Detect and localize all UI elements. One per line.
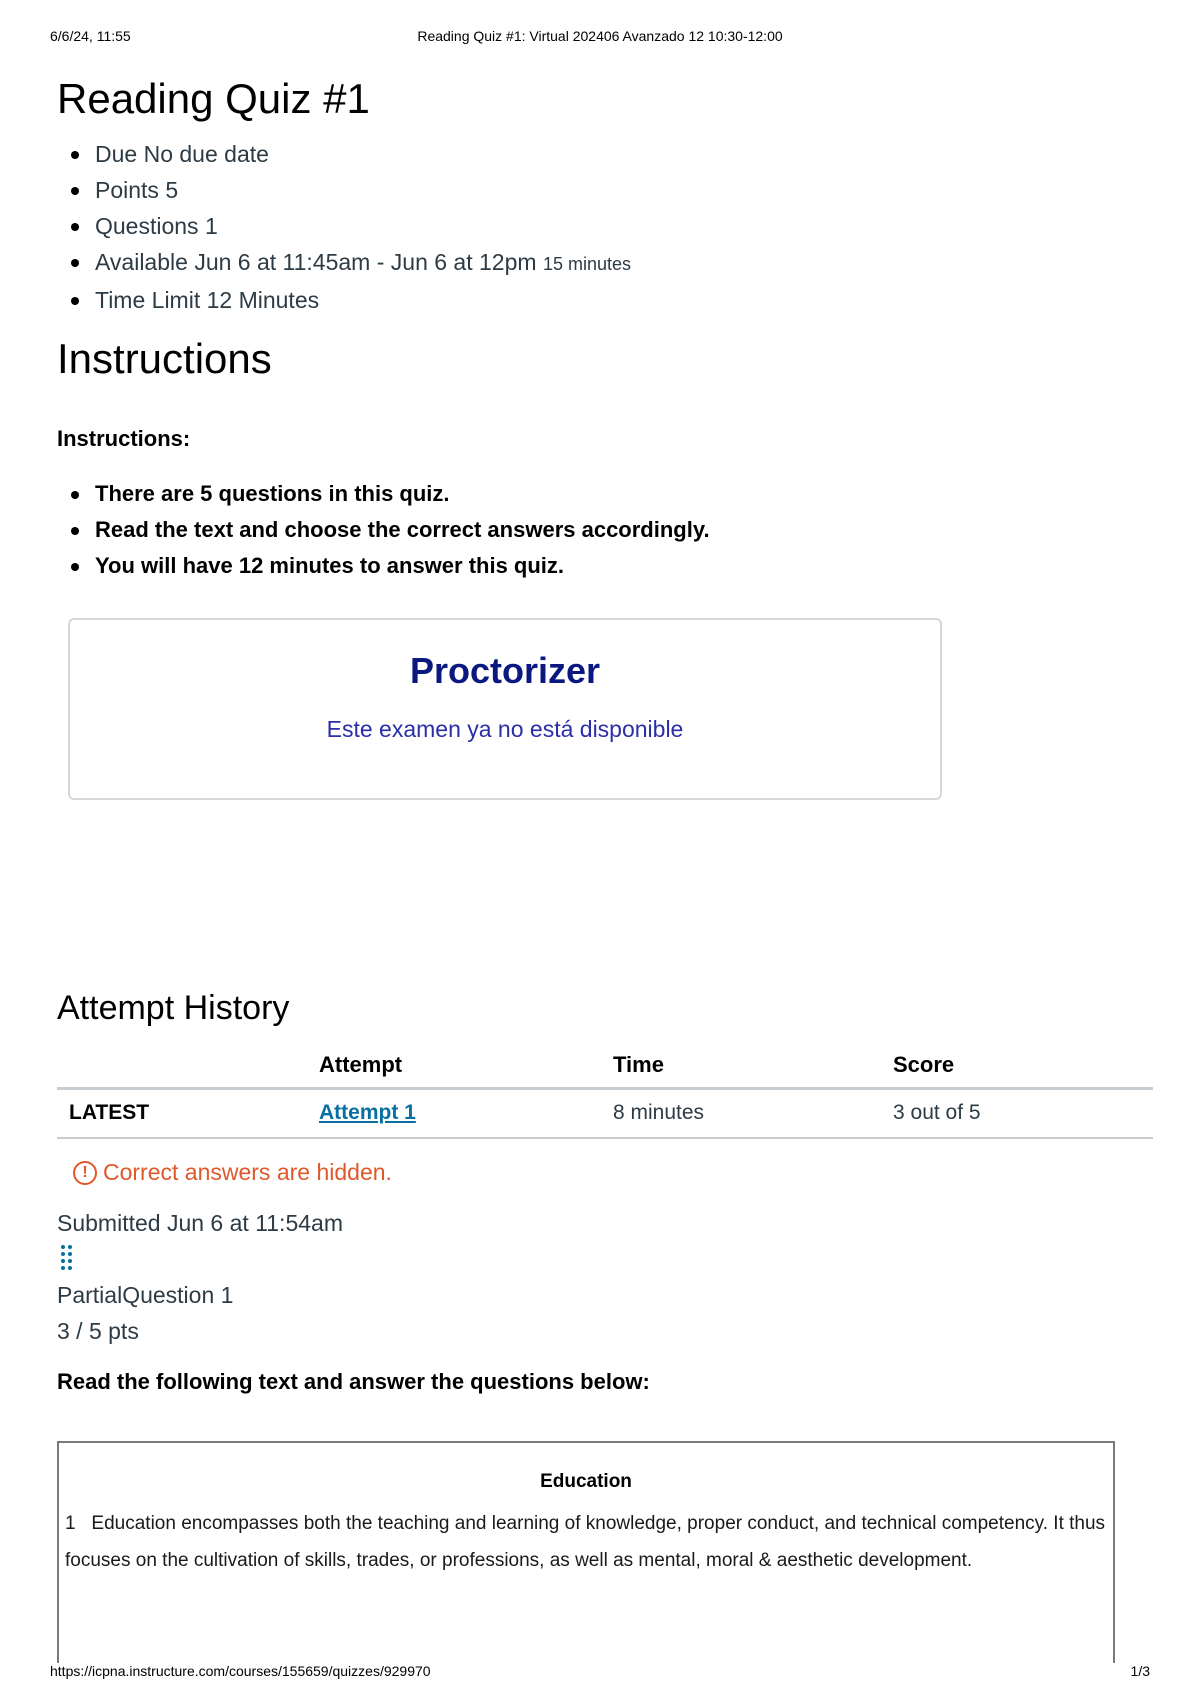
warning-icon: ! — [73, 1161, 97, 1185]
page-title: Reading Quiz #1 — [57, 75, 370, 122]
question-label: PartialQuestion 1 — [57, 1282, 234, 1308]
print-page-number: 1/3 — [1130, 1663, 1150, 1679]
correct-answers-hidden-notice — [73, 1159, 1157, 1186]
reading-passage — [57, 1441, 1115, 1663]
quiz-meta-list — [57, 136, 1157, 318]
quiz-content — [57, 70, 1157, 1397]
instructions-heading: Instructions — [57, 335, 272, 382]
print-title: Reading Quiz #1: Virtual 202406 Avanzado 12 10:30-12:00 — [417, 28, 783, 44]
submitted-timestamp: Submitted Jun 6 at 11:54am — [57, 1210, 343, 1236]
instruction-item: Read the text and choose the correct answers accordingly. — [69, 512, 1157, 548]
proctorizer-title: Proctorizer — [409, 650, 601, 691]
attempt-cell — [307, 1088, 601, 1138]
instruction-item: You will have 12 minutes to answer this quiz. — [69, 548, 1157, 584]
meta-due: Due No due date — [69, 136, 1157, 172]
paragraph-text: Education encompasses both the teaching and learning of knowledge, proper conduct, and technical competency. It thus focuses on the cultivation of skills, trades, or professions, as well as mental, moral & aesthetic development. — [65, 1513, 1106, 1571]
passage-paragraph — [63, 1505, 1109, 1579]
meta-points: Points 5 — [69, 172, 1157, 208]
available-duration: 15 minutes — [542, 254, 631, 274]
instructions-list — [57, 476, 1157, 584]
score-cell: 3 out of 5 — [881, 1088, 1153, 1138]
drag-handle-icon[interactable] — [57, 1242, 77, 1272]
instructions-label: Instructions: — [57, 426, 191, 451]
question-prompt: Read the following text and answer the questions below: — [57, 1369, 650, 1394]
proctorizer-panel — [68, 618, 942, 800]
notice-text: Correct answers are hidden. — [103, 1159, 392, 1185]
print-url: https://icpna.instructure.com/courses/155659/quizzes/929970 — [50, 1663, 431, 1679]
meta-time-limit: Time Limit 12 Minutes — [69, 282, 1157, 318]
paragraph-number: 1 — [65, 1513, 76, 1534]
meta-available: Available Jun 6 at 11:45am - Jun 6 at 12pm 15 minutes — [69, 244, 1157, 282]
column-header-score: Score — [881, 1048, 1153, 1088]
attempt-link[interactable]: Attempt 1 — [319, 1101, 416, 1125]
column-header-time: Time — [601, 1048, 881, 1088]
attempt-history-heading: Attempt History — [57, 989, 290, 1027]
column-header-blank — [57, 1048, 307, 1088]
print-footer — [50, 1663, 1150, 1683]
time-cell: 8 minutes — [601, 1088, 881, 1138]
print-datetime: 6/6/24, 11:55 — [50, 28, 131, 44]
latest-label: LATEST — [57, 1088, 307, 1138]
attempt-history-table — [57, 1048, 1153, 1139]
table-row — [57, 1088, 1153, 1138]
column-header-attempt: Attempt — [307, 1048, 601, 1088]
print-header — [50, 28, 1150, 48]
passage-title: Education — [540, 1471, 632, 1492]
instruction-item: There are 5 questions in this quiz. — [69, 476, 1157, 512]
meta-questions: Questions 1 — [69, 208, 1157, 244]
proctorizer-message: Este examen ya no está disponible — [326, 716, 684, 742]
question-points: 3 / 5 pts — [57, 1318, 139, 1344]
table-header-row — [57, 1048, 1153, 1088]
